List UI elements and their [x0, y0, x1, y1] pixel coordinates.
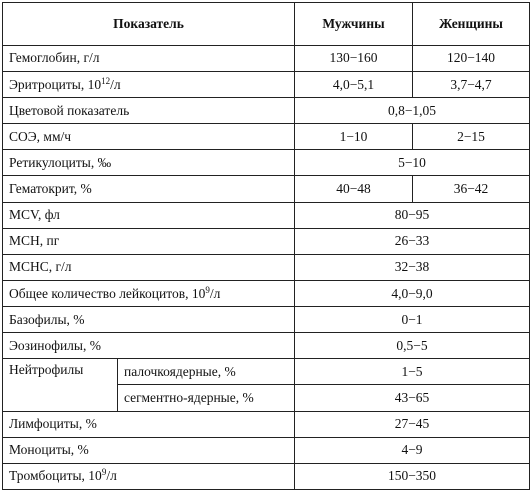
header-indicator: Показатель: [3, 3, 295, 46]
header-male: Мужчины: [295, 3, 413, 46]
common-value: 0,5−5: [295, 333, 530, 359]
common-value: 4−9: [295, 437, 530, 463]
row-label: Цветовой показатель: [3, 98, 295, 124]
table-row: [3, 437, 530, 463]
female-value: 3,7−4,7: [413, 71, 530, 97]
table-row: [3, 228, 530, 254]
table-row: [3, 307, 530, 333]
table-row: [3, 333, 530, 359]
label-exponent: 9: [205, 284, 210, 295]
label-text: Эритроциты, 10: [9, 76, 102, 92]
male-value: 40−48: [295, 176, 413, 202]
table-row: [3, 280, 530, 306]
label-text: Тромбоциты, 10: [9, 468, 102, 484]
table-row: [3, 124, 530, 150]
common-value: 0−1: [295, 307, 530, 333]
table-row: [3, 254, 530, 280]
table-row: [3, 45, 530, 71]
common-value: 4,0−9,0: [295, 280, 530, 306]
table-row: [3, 411, 530, 437]
reference-values-table: [2, 2, 530, 490]
table-row: [3, 71, 530, 97]
row-label: СОЭ, мм/ч: [3, 124, 295, 150]
common-value: 80−95: [295, 202, 530, 228]
row-label: Лимфоциты, %: [3, 411, 295, 437]
row-label: [3, 463, 295, 489]
row-label: MCV, фл: [3, 202, 295, 228]
male-value: 130−160: [295, 45, 413, 71]
row-label: Базофилы, %: [3, 307, 295, 333]
label-unit: /л: [106, 468, 117, 484]
female-value: 36−42: [413, 176, 530, 202]
table-row: [3, 150, 530, 176]
row-label: Эозинофилы, %: [3, 333, 295, 359]
label-exponent: 9: [101, 467, 107, 478]
table-row: [3, 359, 530, 385]
row-label: MCH, пг: [3, 228, 295, 254]
row-label: Моноциты, %: [3, 437, 295, 463]
row-label: MCHC, г/л: [3, 254, 295, 280]
row-label: [3, 71, 295, 97]
common-value: 32−38: [295, 254, 530, 280]
row-label: Гематокрит, %: [3, 176, 295, 202]
common-value: 27−45: [295, 411, 530, 437]
table-row: [3, 202, 530, 228]
label-text: Общее количество лейкоцитов, 10: [9, 285, 206, 301]
table-row: [3, 98, 530, 124]
row-label: Ретикулоциты, ‰: [3, 150, 295, 176]
row-label: [3, 280, 295, 306]
common-value: 43−65: [295, 385, 530, 411]
row-label: Гемоглобин, г/л: [3, 45, 295, 71]
common-value: 150−350: [295, 463, 530, 489]
header-row: [3, 3, 530, 46]
sub-row-label: палочкоядерные, %: [118, 359, 295, 385]
sub-row-label: сегментно-ядерные, %: [118, 385, 295, 411]
label-exponent: 12: [101, 75, 111, 86]
table-row: [3, 463, 530, 489]
male-value: 1−10: [295, 124, 413, 150]
neutrophils-label: Нейтрофилы: [3, 359, 118, 411]
common-value: 0,8−1,05: [295, 98, 530, 124]
header-female: Женщины: [413, 3, 530, 46]
common-value: 1−5: [295, 359, 530, 385]
label-unit: /л: [110, 76, 121, 92]
female-value: 2−15: [413, 124, 530, 150]
table-row: [3, 176, 530, 202]
female-value: 120−140: [413, 45, 530, 71]
common-value: 26−33: [295, 228, 530, 254]
common-value: 5−10: [295, 150, 530, 176]
male-value: 4,0−5,1: [295, 71, 413, 97]
label-unit: /л: [209, 285, 221, 301]
